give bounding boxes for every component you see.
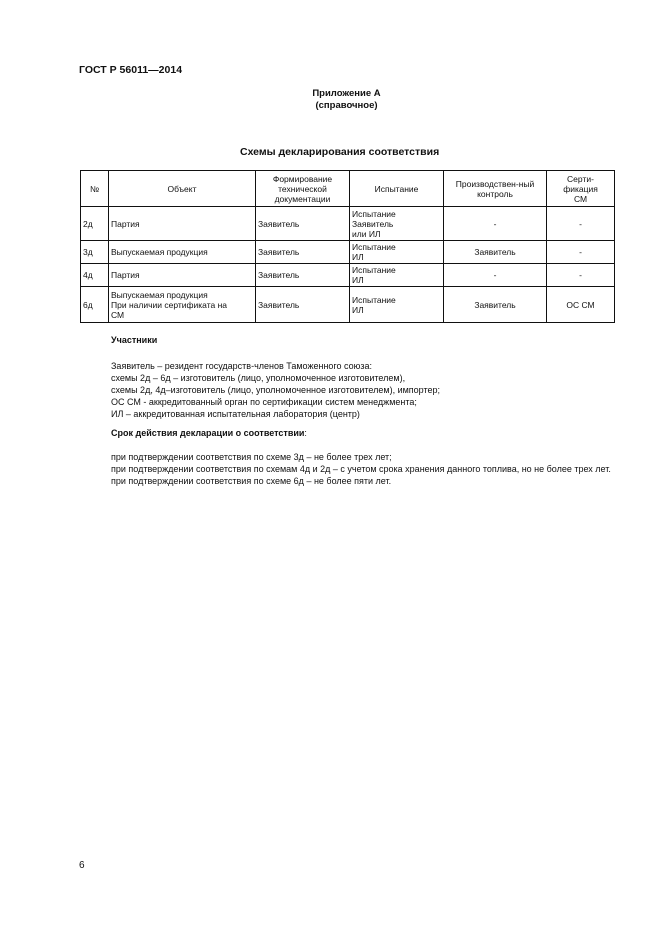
table-row	[81, 241, 615, 264]
validity-heading	[111, 428, 307, 438]
column-header-testing: Испытание	[350, 171, 444, 207]
validity-line: при подтверждении соответствия по схеме 6д – не более пяти лет.	[111, 476, 392, 486]
validity-heading-colon: :	[304, 428, 307, 438]
standard-code: ГОСТ Р 56011—2014	[79, 64, 183, 76]
participant-line: схемы 2д – 6д – изготовитель (лицо, уполномоченное изготовителем),	[111, 373, 406, 383]
participants-heading: Участники	[111, 335, 158, 345]
appendix-note: (справочное)	[315, 100, 378, 111]
table-row	[81, 207, 615, 241]
production-control-cell: Заявитель	[444, 287, 547, 323]
participant-line: Заявитель – резидент государств-членов Таможенного союза:	[111, 361, 373, 371]
certification-cell: -	[547, 207, 615, 241]
testing-cell: Испытание ИЛ	[350, 287, 444, 323]
documentation-cell: Заявитель	[256, 264, 350, 287]
certification-cell: -	[547, 264, 615, 287]
documentation-cell: Заявитель	[256, 287, 350, 323]
testing-cell: Испытание ИЛ	[350, 264, 444, 287]
scheme-number: 2д	[81, 207, 109, 241]
participant-line: ИЛ – аккредитованная испытательная лаборатория (центр)	[111, 409, 360, 419]
documentation-cell: Заявитель	[256, 241, 350, 264]
object-cell: Партия	[109, 264, 256, 287]
production-control-cell: -	[444, 207, 547, 241]
documentation-cell: Заявитель	[256, 207, 350, 241]
column-header-number: №	[81, 171, 109, 207]
object-cell: Выпускаемая продукция При наличии сертификата на СМ	[109, 287, 256, 323]
scheme-number: 4д	[81, 264, 109, 287]
table-row	[81, 264, 615, 287]
column-header-documentation: Формирование технической документации	[256, 171, 350, 207]
participant-line: ОС СМ - аккредитованный орган по сертификации систем менеджмента;	[111, 397, 417, 407]
participants-list	[111, 360, 440, 420]
scheme-number: 3д	[81, 241, 109, 264]
appendix-title: Приложение А	[312, 88, 381, 99]
declaration-schemes-table	[80, 170, 615, 323]
testing-cell: Испытание ИЛ	[350, 241, 444, 264]
object-cell: Выпускаемая продукция	[109, 241, 256, 264]
validity-line: при подтверждении соответствия по схеме 3д – не более трех лет;	[111, 452, 392, 462]
certification-cell: -	[547, 241, 615, 264]
appendix-heading	[16, 88, 661, 112]
scheme-number: 6д	[81, 287, 109, 323]
certification-cell: ОС СМ	[547, 287, 615, 323]
column-header-production-control: Производствен-ный контроль	[444, 171, 547, 207]
table-row	[81, 287, 615, 323]
column-header-object: Объект	[109, 171, 256, 207]
table-header-row	[81, 171, 615, 207]
testing-cell: Испытание Заявитель или ИЛ	[350, 207, 444, 241]
production-control-cell: -	[444, 264, 547, 287]
validity-list	[80, 451, 614, 487]
table-title: Схемы декларирования соответствия	[240, 146, 440, 158]
participant-line: схемы 2д, 4д–изготовитель (лицо, уполномоченное изготовителем), импортер;	[111, 385, 441, 395]
validity-heading-text: Срок действия декларации о соответствии	[111, 428, 305, 438]
validity-line: при подтверждении соответствия по схемам 4д и 2д – с учетом срока хранения данного топлива, но не более трех лет.	[111, 464, 611, 474]
production-control-cell: Заявитель	[444, 241, 547, 264]
object-cell: Партия	[109, 207, 256, 241]
page-number: 6	[79, 860, 85, 871]
column-header-certification: Серти- фикация СМ	[547, 171, 615, 207]
